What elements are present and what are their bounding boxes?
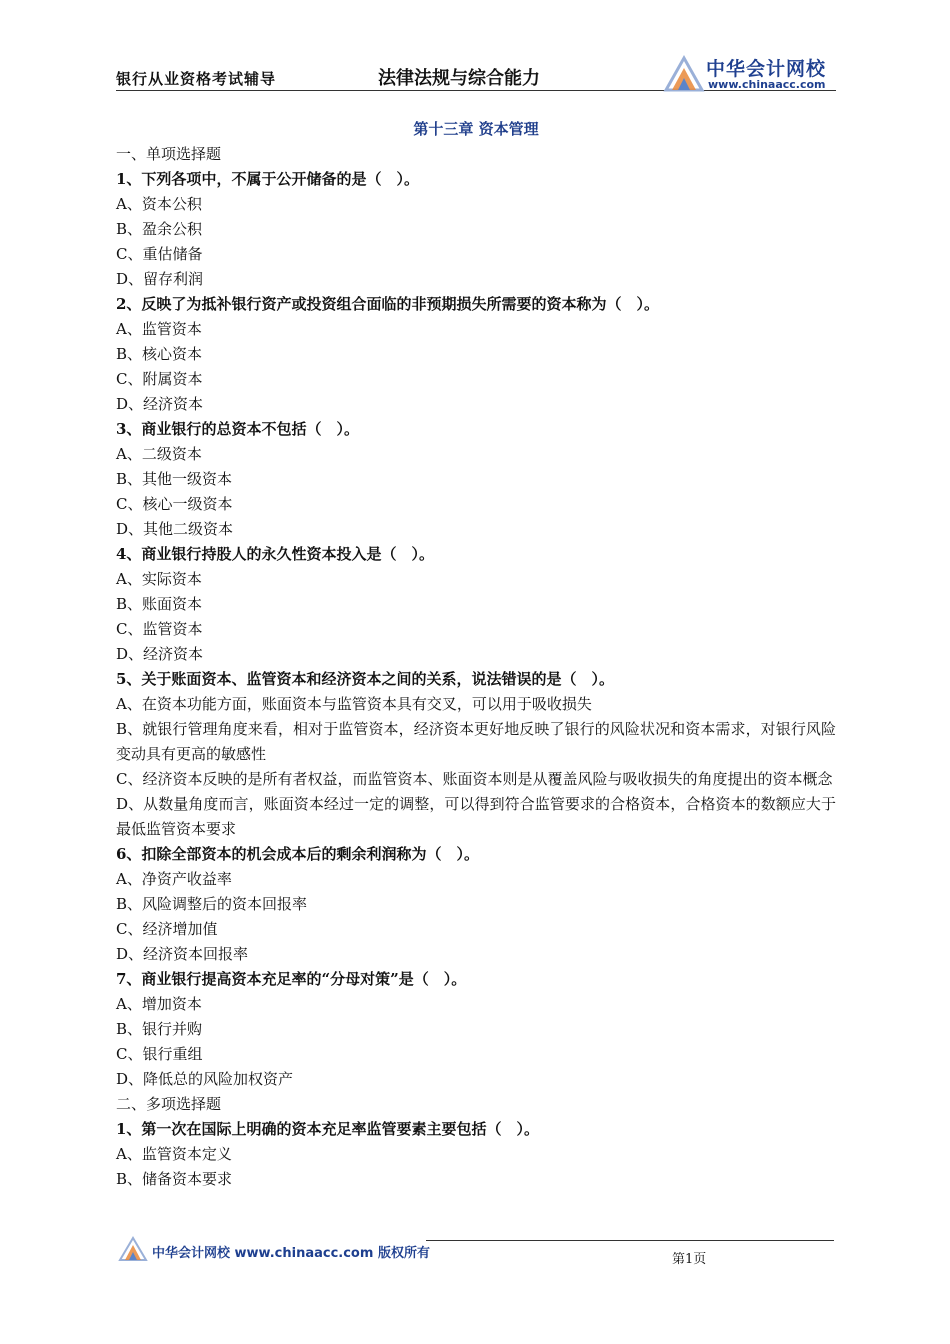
option-line: C、银行重组 xyxy=(116,1045,203,1063)
option-line: B、盈余公积 xyxy=(116,220,203,238)
question-text: 6、扣除全部资本的机会成本后的剩余利润称为（ ）。 xyxy=(116,845,479,863)
footer-brand: 中华会计网校 www.chinaacc.com 版权所有 xyxy=(152,1246,430,1261)
logo-url: www.chinaacc.com xyxy=(708,78,826,91)
option-line: A、在资本功能方面，账面资本与监管资本具有交叉，可以用于吸收损失 xyxy=(116,695,592,713)
footer-logo-icon xyxy=(118,1236,148,1262)
option-line: C、经济资本反映的是所有者权益，而监管资本、账面资本则是从覆盖风险与吸收损失的角度提出的资本概念 xyxy=(116,770,833,788)
page-number: 第1页 xyxy=(672,1252,707,1267)
option-line: B、银行并购 xyxy=(116,1020,203,1038)
option-line: A、监管资本 xyxy=(116,320,202,338)
option-line: A、二级资本 xyxy=(116,445,202,463)
option-line: B、风险调整后的资本回报率 xyxy=(116,895,308,913)
option-line: A、实际资本 xyxy=(116,570,202,588)
question-text: 2、反映了为抵补银行资产或投资组合面临的非预期损失所需要的资本称为（ ）。 xyxy=(116,295,659,313)
option-line: A、增加资本 xyxy=(116,995,202,1013)
option-line: D、留存利润 xyxy=(116,270,204,288)
header-left-title: 银行从业资格考试辅导 xyxy=(116,70,277,88)
option-line: B、账面资本 xyxy=(116,595,203,613)
question-text: 1、第一次在国际上明确的资本充足率监管要素主要包括（ ）。 xyxy=(116,1120,539,1138)
option-line: B、就银行管理角度来看，相对于监管资本，经济资本更好地反映了银行的风险状况和资本需求，对银行风险变动具有更高的敏感性 xyxy=(116,720,836,763)
option-line: B、其他一级资本 xyxy=(116,470,233,488)
header-center-title: 法律法规与综合能力 xyxy=(378,68,540,89)
option-line: C、监管资本 xyxy=(116,620,203,638)
option-line: D、从数量角度而言，账面资本经过一定的调整，可以得到符合监管要求的合格资本，合格资本的数额应大于最低监管资本要求 xyxy=(116,795,836,838)
option-line: B、储备资本要求 xyxy=(116,1170,233,1188)
option-line: C、经济增加值 xyxy=(116,920,218,938)
question-text: 3、商业银行的总资本不包括（ ）。 xyxy=(116,420,359,438)
question-list xyxy=(116,142,836,1192)
option-line: D、其他二级资本 xyxy=(116,520,234,538)
option-line: C、核心一级资本 xyxy=(116,495,233,513)
logo-triangle-icon xyxy=(662,54,708,94)
option-line: D、经济资本回报率 xyxy=(116,945,249,963)
option-line: C、重估储备 xyxy=(116,245,203,263)
question-text: 1、下列各项中，不属于公开储备的是（ ）。 xyxy=(116,170,419,188)
option-line: A、净资产收益率 xyxy=(116,870,232,888)
option-line: A、监管资本定义 xyxy=(116,1145,232,1163)
document-body xyxy=(116,117,836,1192)
option-line: A、资本公积 xyxy=(116,195,202,213)
section-heading: 一、单项选择题 xyxy=(116,145,222,163)
section-heading: 二、多项选择题 xyxy=(116,1095,222,1113)
chapter-title: 第十三章 资本管理 xyxy=(413,120,539,138)
brand-logo xyxy=(662,54,842,94)
option-line: B、核心资本 xyxy=(116,345,203,363)
option-line: D、降低总的风险加权资产 xyxy=(116,1070,294,1088)
option-line: D、经济资本 xyxy=(116,645,204,663)
question-text: 4、商业银行持股人的永久性资本投入是（ ）。 xyxy=(116,545,434,563)
question-text: 5、关于账面资本、监管资本和经济资本之间的关系，说法错误的是（ ）。 xyxy=(116,670,614,688)
option-line: C、附属资本 xyxy=(116,370,203,388)
question-text: 7、商业银行提高资本充足率的“分母对策”是（ ）。 xyxy=(116,970,467,988)
option-line: D、经济资本 xyxy=(116,395,204,413)
logo-name: 中华会计网校 xyxy=(706,58,827,80)
footer-divider xyxy=(426,1240,834,1241)
